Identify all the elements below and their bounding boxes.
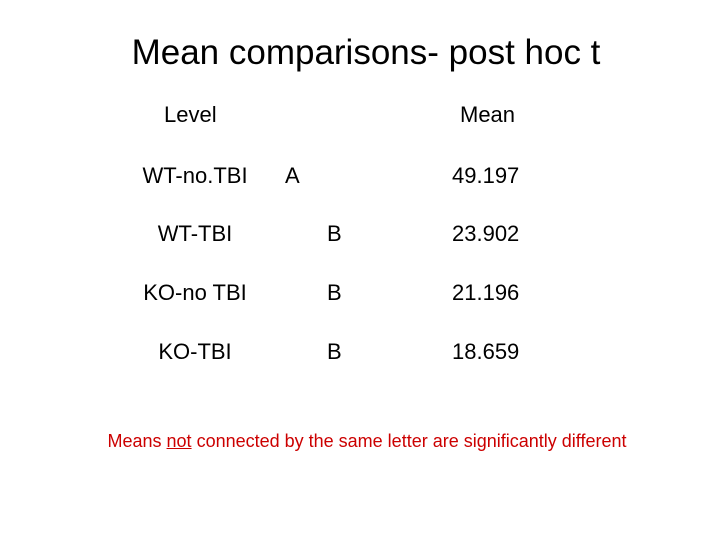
mean-cell: 49.197 [452, 163, 520, 188]
column-header-mean: Mean [460, 102, 516, 127]
level-cell: KO-no TBI [143, 280, 247, 305]
mean-cell: 21.196 [452, 280, 520, 305]
group-letter-b: B [327, 221, 342, 246]
group-letter-b: B [327, 280, 342, 305]
level-cell: WT-no.TBI [142, 163, 248, 188]
group-letter-a: A [285, 163, 300, 188]
footnote-emphasis: not [166, 431, 192, 451]
table-row [0, 221, 720, 251]
slide-title: Mean comparisons- post hoc t [131, 33, 601, 72]
footnote-text-before: Means [107, 431, 167, 451]
footnote-text-after: connected by the same letter are significantly different [191, 431, 627, 451]
table-row [0, 339, 720, 369]
table-row [0, 280, 720, 310]
mean-cell: 18.659 [452, 339, 520, 364]
mean-cell: 23.902 [452, 221, 520, 246]
column-header-level: Level [164, 102, 217, 127]
footnote [0, 430, 720, 452]
group-letter-b: B [327, 339, 342, 364]
level-cell: KO-TBI [158, 339, 232, 364]
level-cell: WT-TBI [157, 221, 233, 246]
table-row [0, 163, 720, 193]
